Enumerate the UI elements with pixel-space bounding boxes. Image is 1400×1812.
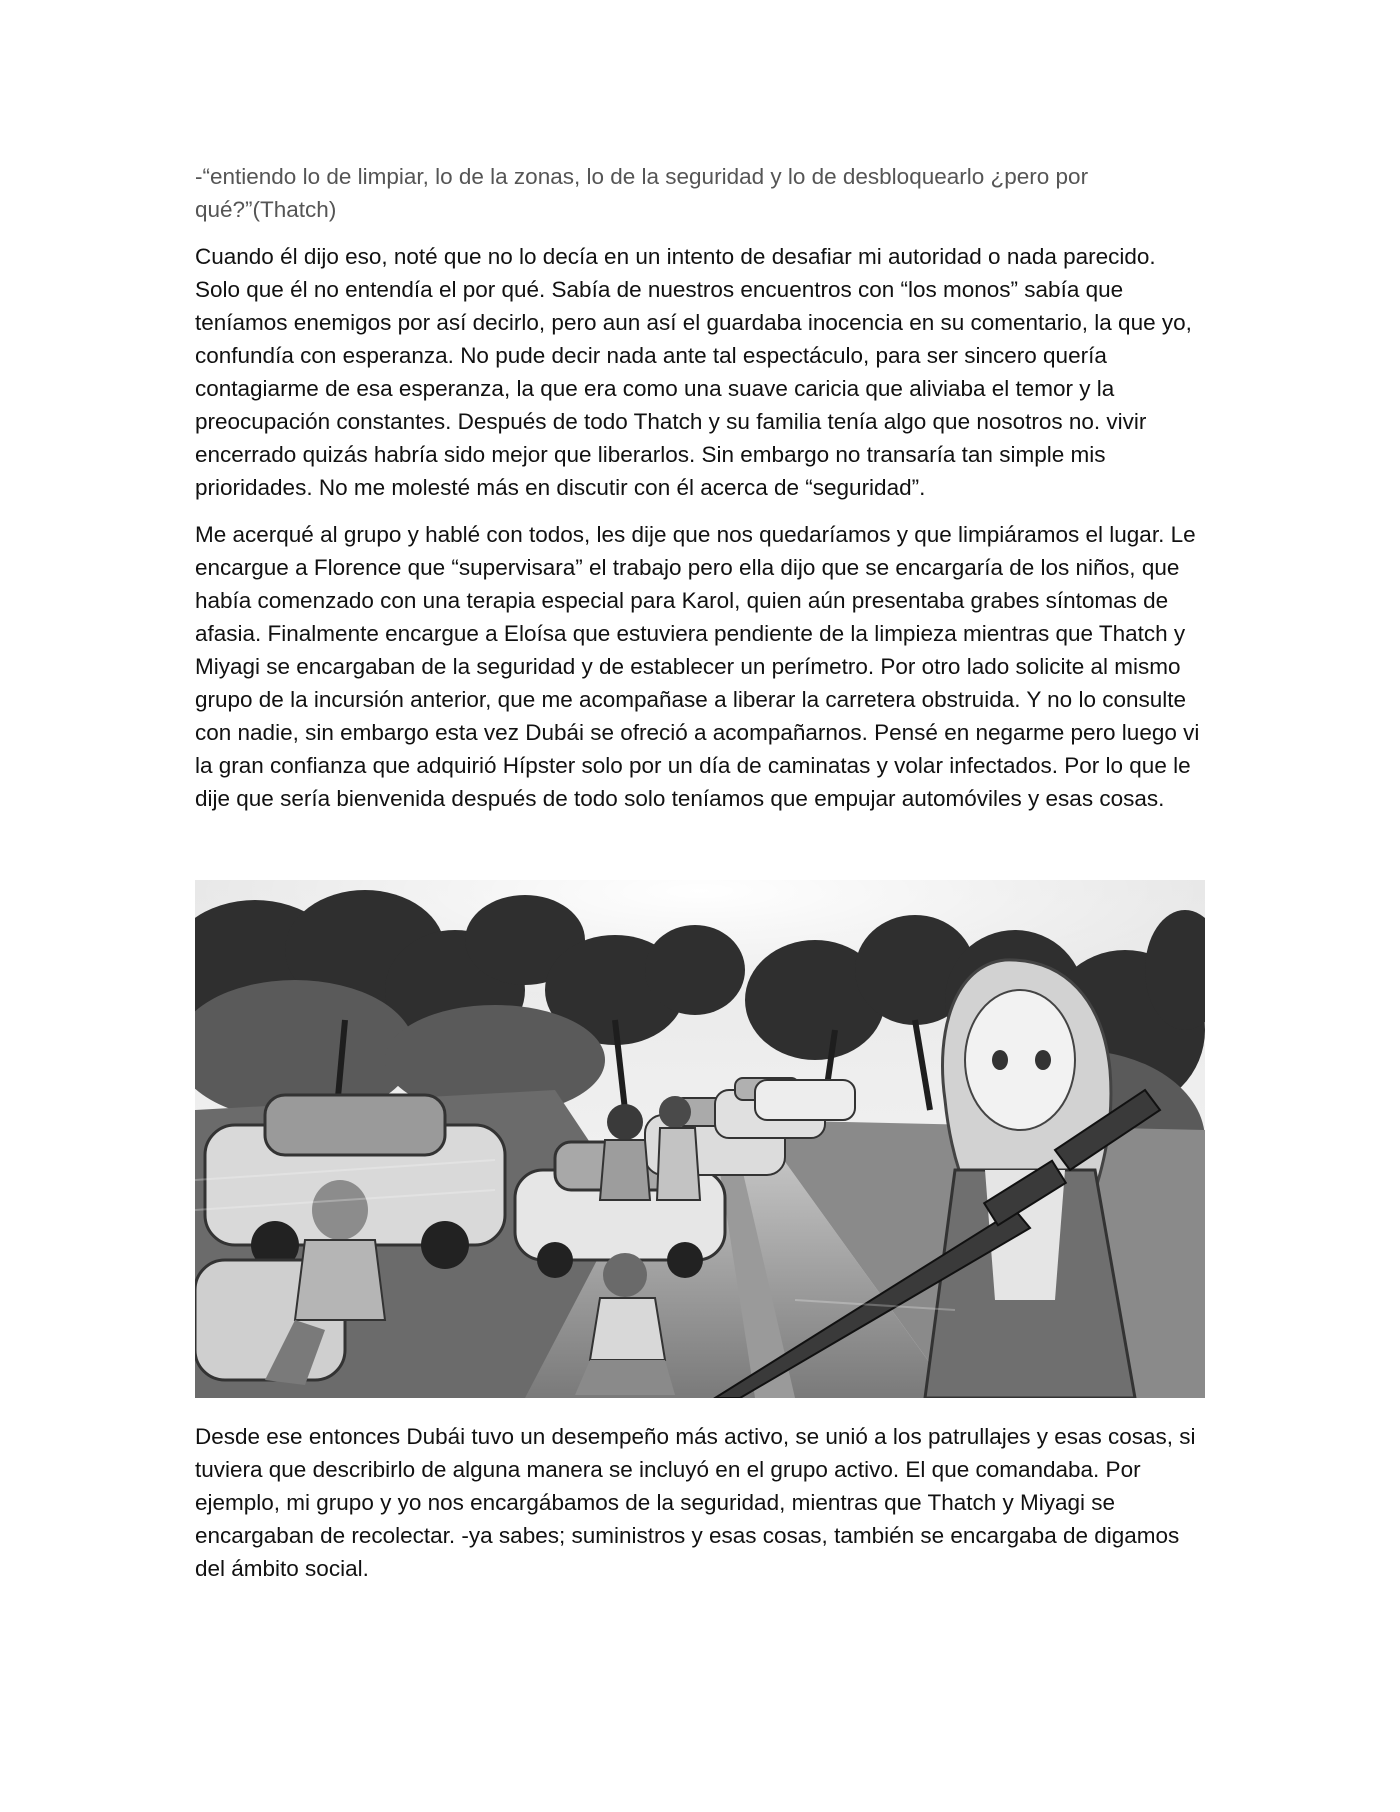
paragraph-2: Me acerqué al grupo y hablé con todos, les dije que nos quedaríamos y que limpiáramos el lugar. Le encargue a Florence que “supervisara” el trabajo pero ella dijo que se encargaría de los niños, que había comenzado con una terapia especial para Karol, quien aún presentaba grabes síntomas de afasia. Finalmente encargue a Eloísa que estuviera pendiente de la limpieza mientras que Thatch y Miyagi se encargaban de la seguridad y de establecer un perímetro. Por otro lado solicite al mismo grupo de la incursión anterior, que me acompañase a liberar la carretera obstruida. Y no lo consulte con nadie, sin embargo esta vez Dubái se ofreció a acompañarnos. Pensé en negarme pero luego vi la gran confianza que adquirió Hípster solo por un día de caminatas y volar infectados. Por lo que le dije que sería bienvenida después de todo solo teníamos que empujar automóviles y esas cosas. xyxy=(195,522,1200,811)
paragraph-3: Desde ese entonces Dubái tuvo un desempeño más activo, se unió a los patrullajes y esas cosas, si tuviera que describirlo de alguna manera se incluyó en el grupo activo. El que comandaba. Por ejemplo, mi grupo y yo nos encargábamos de la seguridad, mientras que Thatch y Miyagi se encargaban de recolectar. -ya sabes; suministros y esas cosas, también se encargaba de digamos del ámbito social. xyxy=(195,1424,1196,1581)
paragraph-1: Cuando él dijo eso, noté que no lo decía en un intento de desafiar mi autoridad o nada parecido. Solo que él no entendía el por qué. Sabía de nuestros encuentros con “los monos” sabía que teníamos enemigos por así decirlo, pero aun así el guardaba inocencia en su comentario, la que yo, confundía con esperanza. No pude decir nada ante tal espectáculo, para ser sincero quería contagiarme de esa esperanza, la que era como una suave caricia que aliviaba el temor y la preocupación constantes. Después de todo Thatch y su familia tenía algo que nosotros no. vivir encerrado quizás habría sido mejor que liberarlos. Sin embargo no transaría tan simple mis prioridades. No me molesté más en discutir con él acerca de “seguridad”. xyxy=(195,244,1192,500)
text-block-top xyxy=(195,160,1205,829)
manga-illustration xyxy=(195,880,1205,1398)
dialogue-line: -“entiendo lo de limpiar, lo de la zonas, lo de la seguridad y lo de desbloquearlo ¿pero por qué?”(Thatch) xyxy=(195,164,1089,222)
text-block-bottom xyxy=(195,1420,1205,1599)
